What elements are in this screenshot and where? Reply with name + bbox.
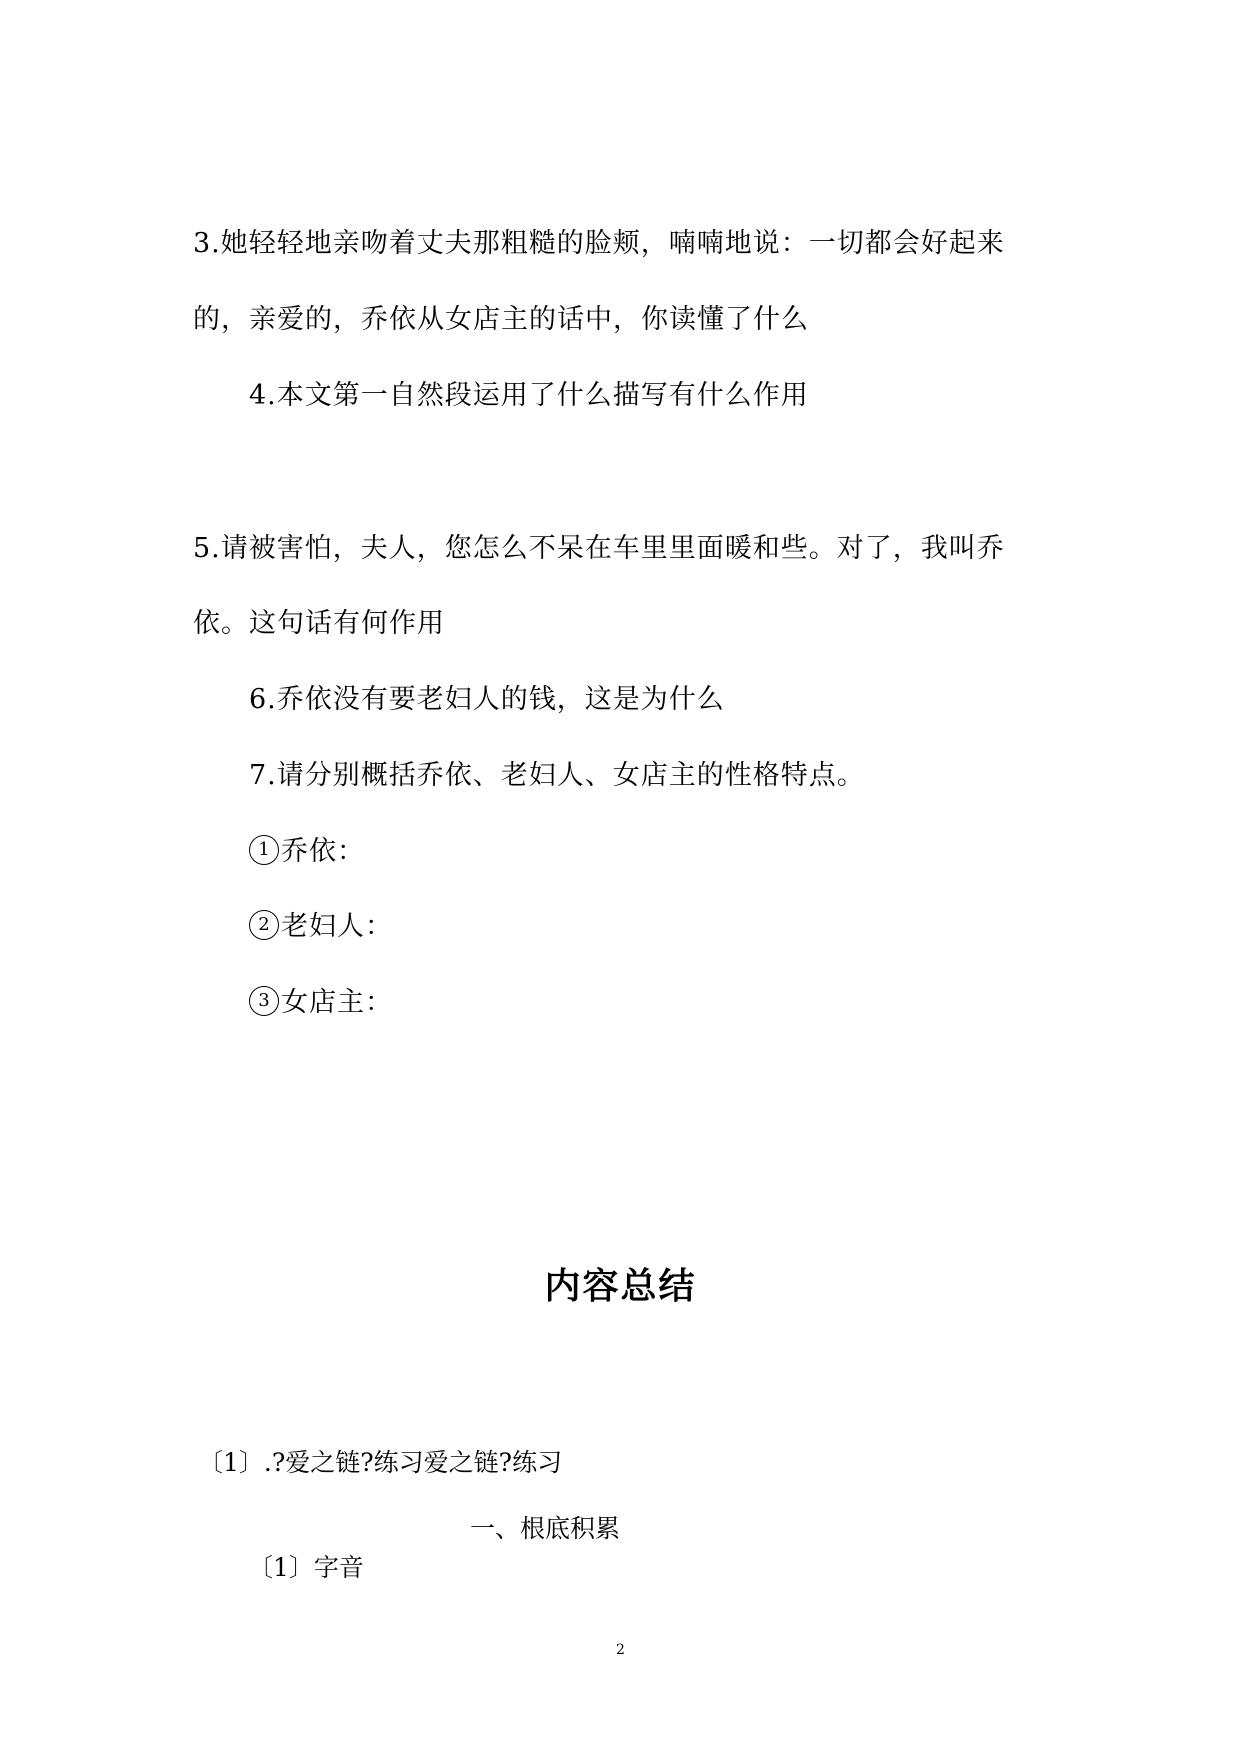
question-4: 4.本文第一自然段运用了什么描写有什么作用: [249, 380, 809, 411]
question-7: 7.请分别概括乔依、老妇人、女店主的性格特点。: [249, 760, 865, 791]
page-number: 2: [616, 1642, 625, 1658]
answer-label-3: 女店主：: [281, 987, 393, 1018]
question-6: 6.乔依没有要老妇人的钱，这是为什么: [249, 684, 725, 715]
question-5-line-1: 5.请被害怕，夫人，您怎么不呆在车里里面暖和些。对了，我叫乔: [193, 533, 1005, 564]
answer-item-1: [249, 835, 365, 869]
question-5-line-2: 依。这句话有何作用: [193, 608, 445, 639]
subsection-title: 〔1〕字音: [248, 1553, 364, 1582]
circled-number-3: 3: [249, 986, 279, 1016]
circled-number-2: 2: [249, 910, 279, 940]
question-3-line-1: 3.她轻轻地亲吻着丈夫那粗糙的脸颊，喃喃地说：一切都会好起来: [193, 228, 1005, 259]
summary-title: 内容总结: [544, 1266, 697, 1307]
section-title: 一、根底积累: [470, 1514, 621, 1543]
circled-number-1: 1: [249, 835, 279, 865]
answer-item-2: [249, 910, 393, 944]
answer-label-2: 老妇人：: [281, 911, 393, 942]
answer-label-1: 乔依：: [281, 836, 365, 867]
answer-item-3: [249, 986, 393, 1020]
question-3-line-2: 的，亲爱的，乔依从女店主的话中，你读懂了什么: [193, 304, 809, 335]
summary-item-1: 〔1〕.?爱之链?练习爱之链?练习: [198, 1448, 563, 1477]
